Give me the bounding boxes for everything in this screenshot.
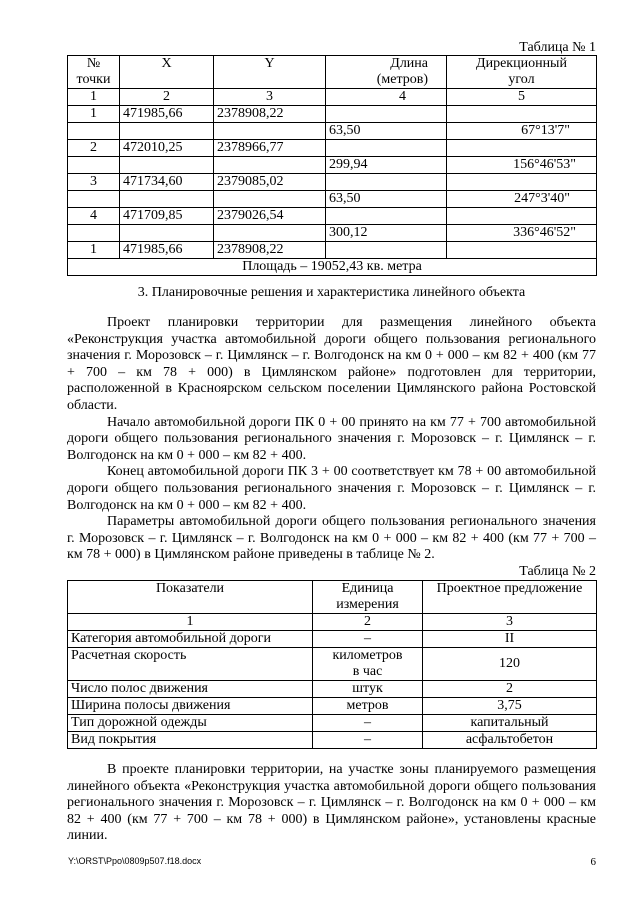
col-number: 4	[326, 89, 447, 106]
segment-length: 63,50	[326, 191, 447, 208]
col-number: 2	[313, 614, 423, 631]
segment-angle: 336°46'52"	[447, 225, 597, 242]
segment-angle: 67°13'7"	[447, 123, 597, 140]
col-number: 5	[447, 89, 597, 106]
param-unit: метров	[313, 698, 423, 715]
point-number: 1	[68, 106, 120, 123]
param-unit: штук	[313, 681, 423, 698]
col-number: 1	[68, 89, 120, 106]
table-row	[68, 157, 597, 174]
point-x: 472010,25	[120, 140, 214, 157]
table-row	[68, 242, 597, 259]
param-name: Тип дорожной одежды	[68, 715, 313, 732]
point-y: 2378908,22	[214, 242, 326, 259]
header-proposal: Проектное предложение	[423, 581, 597, 614]
point-number: 3	[68, 174, 120, 191]
param-value: 2	[423, 681, 597, 698]
point-y: 2379085,02	[214, 174, 326, 191]
param-name: Вид покрытия	[68, 732, 313, 749]
header-y: Y	[214, 56, 326, 89]
col-number: 1	[68, 614, 313, 631]
table1-area-row	[68, 259, 597, 276]
closing-text	[67, 762, 596, 845]
col-number: 3	[423, 614, 597, 631]
segment-length: 300,12	[326, 225, 447, 242]
table1-caption: Таблица № 1	[519, 40, 596, 55]
param-name: Число полос движения	[68, 681, 313, 698]
table-row	[68, 225, 597, 242]
table2-header-row	[68, 581, 597, 614]
table-row	[68, 208, 597, 225]
table1-number-row	[68, 89, 597, 106]
coordinates-table	[67, 55, 597, 276]
param-name: Категория автомобильной дороги	[68, 631, 313, 648]
header-angle: Дирекционный угол	[447, 56, 597, 89]
param-value: 3,75	[423, 698, 597, 715]
page-footer	[68, 856, 596, 866]
table-row	[68, 191, 597, 208]
point-x: 471985,66	[120, 106, 214, 123]
segment-length: 63,50	[326, 123, 447, 140]
paragraph: В проекте планировки территории, на участке зоны планируемого размещения линейного объекта «Реконструкция участка автомобильной дороги общего пользования регионального значения г. Морозовск – г. Цимлянск – г. Волгодонск на км 0 + 000 – км 82 + 400 (км 77 + 700 – км 78 + 000) в Цимлянском районе», установлены красные линии.	[67, 762, 596, 844]
col-number: 3	[214, 89, 326, 106]
table1-header-row	[68, 56, 597, 89]
param-value: асфальтобетон	[423, 732, 597, 749]
section-title: 3. Планировочные решения и характеристика линейного объекта	[137, 285, 526, 300]
col-number: 2	[120, 89, 214, 106]
param-name: Расчетная скорость	[68, 648, 313, 681]
table-row	[68, 732, 597, 749]
point-x: 471734,60	[120, 174, 214, 191]
table-row	[68, 140, 597, 157]
table-row	[68, 106, 597, 123]
area-total: Площадь – 19052,43 кв. метра	[68, 259, 597, 276]
header-x: X	[120, 56, 214, 89]
point-number: 2	[68, 140, 120, 157]
header-unit: Единица измерения	[313, 581, 423, 614]
point-x: 471985,66	[120, 242, 214, 259]
paragraph: Проект планировки территории для размещения линейного объекта «Реконструкция участка автомобильной дороги общего пользования регионального значения г. Морозовск – г. Цимлянск – г. Волгодонск на км 0 + 000 – км 82 + 400 (км 77 + 700 – км 78 + 000) в Цимлянском районе» подготовлен для территории, расположенной в Красноярском сельском поселении Цимлянского района Ростовской области.	[67, 315, 596, 413]
table-row	[68, 681, 597, 698]
param-name: Ширина полосы движения	[68, 698, 313, 715]
segment-angle: 247°3'40"	[447, 191, 597, 208]
param-unit: –	[313, 732, 423, 749]
param-value: капитальный	[423, 715, 597, 732]
param-unit: –	[313, 631, 423, 648]
segment-length: 299,94	[326, 157, 447, 174]
page-number: 6	[590, 856, 596, 868]
table-row	[68, 123, 597, 140]
paragraph: Конец автомобильной дороги ПК 3 + 00 соответствует км 78 + 00 автомобильной дороги общего пользования регионального значения г. Морозовск – г. Цимлянск – г. Волгодонск на км 0 + 000 – км 82 + 400.	[67, 464, 596, 513]
point-y: 2379026,54	[214, 208, 326, 225]
param-unit: километров в час	[313, 648, 423, 681]
point-x: 471709,85	[120, 208, 214, 225]
body-text	[67, 315, 596, 564]
point-number: 4	[68, 208, 120, 225]
paragraph: Параметры автомобильной дороги общего пользования регионального значения г. Морозовск – г. Цимлянск – г. Волгодонск на км 0 + 000 – км 82 + 400 (км 77 + 700 – км 78 + 000) в Цимлянском районе приведены в таблице № 2.	[67, 514, 596, 563]
table-row	[68, 648, 597, 681]
param-value: 120	[423, 648, 597, 681]
param-value: II	[423, 631, 597, 648]
table2-number-row	[68, 614, 597, 631]
header-point-number: № точки	[68, 56, 120, 89]
paragraph: Начало автомобильной дороги ПК 0 + 00 принято на км 77 + 700 автомобильной дороги общего пользования регионального значения г. Морозовск – г. Цимлянск – г. Волгодонск на км 0 + 000 – км 82 + 400.	[67, 414, 596, 463]
param-unit: –	[313, 715, 423, 732]
header-indicator: Показатели	[68, 581, 313, 614]
point-y: 2378966,77	[214, 140, 326, 157]
point-number: 1	[68, 242, 120, 259]
table-row	[68, 174, 597, 191]
table-row	[68, 698, 597, 715]
road-parameters-table	[67, 580, 597, 749]
table-row	[68, 631, 597, 648]
point-y: 2378908,22	[214, 106, 326, 123]
segment-angle: 156°46'53"	[447, 157, 597, 174]
file-path: Y:\ORST\Ppo\0809p507.f18.docx	[68, 856, 202, 866]
table2-caption: Таблица № 2	[519, 564, 596, 579]
header-length: Длина (метров)	[326, 56, 447, 89]
table-row	[68, 715, 597, 732]
